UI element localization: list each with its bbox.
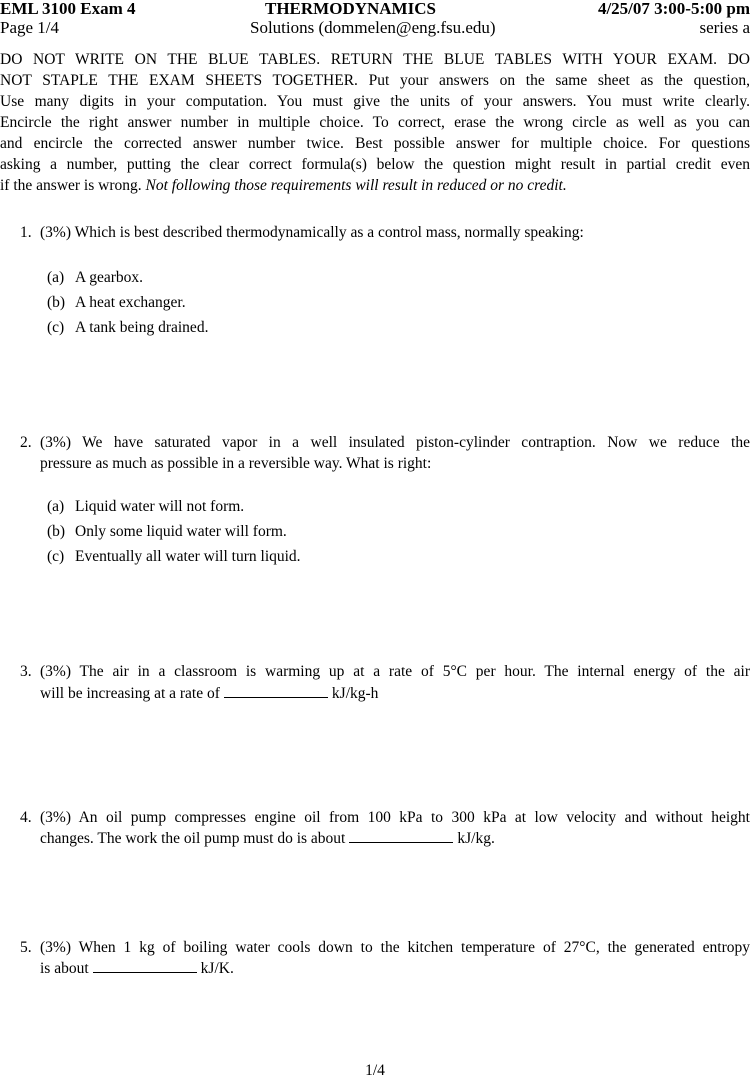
- option-text: Eventually all water will turn liquid.: [75, 548, 301, 565]
- answer-unit: kJ/kg.: [457, 830, 495, 847]
- question-answer-line: [40, 828, 495, 848]
- question-answer-line: [40, 958, 234, 978]
- footer-page-number: 1/4: [365, 1062, 385, 1079]
- instruction-line: DO NOT WRITE ON THE BLUE TABLES. RETURN THE BLUE TABLES WITH YOUR EXAM. DO: [0, 51, 750, 68]
- question-number: 1.: [20, 224, 32, 241]
- question-answer-line: [40, 683, 378, 703]
- answer-blank[interactable]: [93, 958, 197, 973]
- answer-unit: kJ/K.: [200, 960, 234, 977]
- instruction-text: if the answer is wrong.: [0, 177, 142, 194]
- option-label[interactable]: (a): [47, 269, 65, 286]
- exam-datetime: 4/25/07 3:00-5:00 pm: [597, 0, 750, 18]
- option-text: A gearbox.: [75, 269, 144, 286]
- option-text: A tank being drained.: [75, 319, 209, 336]
- instruction-line: Encircle the right answer number in multiple choice. To correct, erase the wrong circle as well as you can: [0, 114, 750, 131]
- instruction-line: asking a number, putting the clear correct formula(s) below the question might result in partial credit even: [0, 156, 750, 173]
- answer-blank[interactable]: [349, 828, 453, 843]
- question-number: 2.: [20, 434, 32, 451]
- question-number: 5.: [20, 939, 32, 956]
- option-text: A heat exchanger.: [75, 294, 186, 311]
- question-number: 4.: [20, 809, 32, 826]
- instruction-warning: Not following those requirements will result in reduced or no credit.: [145, 177, 567, 194]
- question-text: is about: [40, 960, 89, 977]
- course-title: EML 3100 Exam 4: [0, 0, 136, 18]
- instruction-line: Use many digits in your computation. You must give the units of your answers. You must write clearly.: [0, 93, 750, 110]
- option-text: Liquid water will not form.: [75, 498, 245, 515]
- question-number: 3.: [20, 663, 32, 680]
- question-text: (3%) When 1 kg of boiling water cools down to the kitchen temperature of 27°C, the generated entropy: [40, 939, 750, 956]
- question-text: (3%) An oil pump compresses engine oil from 100 kPa to 300 kPa at low velocity and without height: [40, 809, 750, 826]
- option-label[interactable]: (b): [47, 294, 66, 311]
- instruction-line: NOT STAPLE THE EXAM SHEETS TOGETHER. Put your answers on the same sheet as the question,: [0, 72, 750, 89]
- question-text: pressure as much as possible in a reversible way. What is right:: [40, 455, 432, 472]
- option-label[interactable]: (a): [47, 498, 65, 515]
- question-text: (3%) We have saturated vapor in a well insulated piston-cylinder contraption. Now we reduce the: [40, 434, 750, 451]
- question-text: changes. The work the oil pump must do is about: [40, 830, 346, 847]
- option-label[interactable]: (c): [47, 548, 65, 565]
- option-text: Only some liquid water will form.: [75, 523, 287, 540]
- answer-unit: kJ/kg-h: [331, 685, 379, 702]
- question-text: will be increasing at a rate of: [40, 685, 220, 702]
- series-label: series a: [699, 18, 750, 37]
- question-text: (3%) Which is best described thermodynamically as a control mass, normally speaking:: [40, 224, 584, 241]
- question-text: (3%) The air in a classroom is warming up at a rate of 5°C per hour. The internal energy of the air: [40, 663, 750, 680]
- instruction-line: and encircle the corrected answer number twice. Best possible answer for multiple choice. For questions: [0, 135, 750, 152]
- instruction-last-line: [0, 176, 567, 196]
- answer-blank[interactable]: [224, 683, 328, 698]
- option-label[interactable]: (c): [47, 319, 65, 336]
- option-label[interactable]: (b): [47, 523, 66, 540]
- solutions-contact: Solutions (dommelen@eng.fsu.edu): [250, 18, 496, 37]
- page-number: Page 1/4: [0, 18, 60, 37]
- subject-title: THERMODYNAMICS: [265, 0, 436, 18]
